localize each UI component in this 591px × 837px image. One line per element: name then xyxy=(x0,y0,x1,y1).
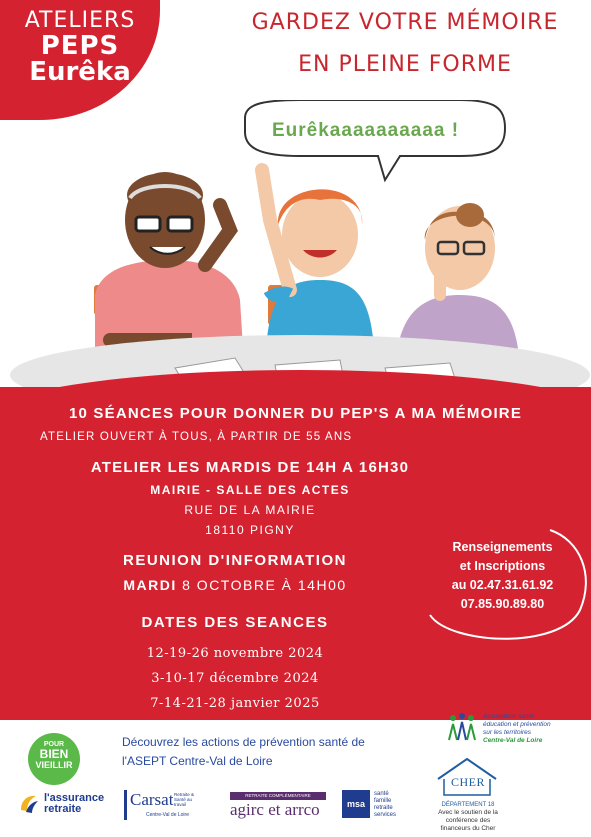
asept-line-4: Centre-Val de Loire xyxy=(483,737,543,744)
msa-l2: famille xyxy=(374,798,392,804)
bien-vieillir-logo xyxy=(28,733,80,785)
brand-line-peps: PEPS xyxy=(40,31,120,61)
prevention-line-2: l'ASEPT Centre-Val de Loire xyxy=(122,754,273,768)
asept-text xyxy=(483,713,589,745)
cher-support-1: Avec le soutien de la xyxy=(438,809,498,816)
contact-line-2: et Inscriptions xyxy=(459,559,546,573)
prevention-line-1: Découvrez les actions de prévention santé de xyxy=(122,735,365,749)
brand-title xyxy=(0,8,160,87)
brand-line-eureka: Eurêka xyxy=(29,57,131,87)
meeting-date xyxy=(35,577,435,593)
bien-vieillir-l2: BIEN xyxy=(39,747,69,761)
illustration xyxy=(0,100,591,400)
bien-vieillir-l1: POUR xyxy=(43,741,65,748)
city: 18110 PIGNY xyxy=(205,523,295,537)
cher-department: DÉPARTEMENT 18 xyxy=(441,802,495,808)
assurance-retraite-icon xyxy=(18,792,40,814)
asept-line-1: Association santé xyxy=(483,713,534,720)
msa-l3: retraite xyxy=(374,805,393,811)
speech-bubble-text: Eurêkaaaaaaaaaa ! xyxy=(272,120,460,141)
session-date-2: 3-10-17 décembre 2024 xyxy=(151,671,319,686)
asept-line-2: éducation et prévention xyxy=(483,721,551,728)
msa-l4: services xyxy=(374,812,397,818)
prevention-text xyxy=(122,733,452,771)
cher-support xyxy=(426,809,510,833)
msa-l1: santé xyxy=(374,791,389,797)
session-dates xyxy=(35,641,435,716)
brand-line-ateliers: ATELIERS xyxy=(24,8,136,33)
headline-line-1: GARDEZ VOTRE MÉMOIRE xyxy=(251,10,559,35)
carsat-bar xyxy=(124,790,127,820)
carsat-region: Centre-Val de Loire xyxy=(146,812,189,818)
asept-people-icon xyxy=(447,712,477,742)
session-date-1: 12-19-26 novembre 2024 xyxy=(146,646,324,661)
contact-phone-1: au 02.47.31.61.92 xyxy=(451,578,554,592)
main-subtitle: ATELIER OUVERT À TOUS, À PARTIR DE 55 ANS xyxy=(40,431,353,443)
agirc-name: agirc et arrco xyxy=(230,800,320,819)
assurance-retraite-text xyxy=(44,793,104,815)
carsat-sub: Retraite & Santé au travail xyxy=(174,792,195,807)
contact-phone-2: 07.85.90.89.80 xyxy=(460,597,545,611)
meeting-day: MARDI xyxy=(123,577,177,593)
msa-box: msa xyxy=(342,790,370,818)
schedule: ATELIER LES MARDIS DE 14H A 16H30 xyxy=(90,459,410,476)
asept-line-3: sur les territoires xyxy=(483,729,532,736)
contact-info xyxy=(420,538,585,614)
main-title: 10 SÉANCES POUR DONNER DU PEP'S A MA MÉMOIRE xyxy=(68,405,523,422)
cher-name: CHER xyxy=(450,775,485,789)
contact-line-1: Renseignements xyxy=(452,540,553,554)
dates-title: DATES DES SEANCES xyxy=(141,614,329,631)
msa-text xyxy=(374,791,396,819)
meeting-time: 8 OCTOBRE À 14H00 xyxy=(182,577,347,593)
headline xyxy=(240,2,570,86)
cher-support-2: conférence des xyxy=(445,817,491,824)
session-date-3: 7-14-21-28 janvier 2025 xyxy=(150,696,320,711)
meeting-title: REUNION D'INFORMATION xyxy=(123,552,347,569)
speech-bubble xyxy=(245,100,505,180)
carsat-name: Carsat xyxy=(130,790,174,809)
venue: MAIRIE - SALLE DES ACTES xyxy=(150,483,350,497)
agirc-top: RETRAITE COMPLÉMENTAIRE xyxy=(230,792,326,800)
cher-support-3: financeurs du Cher xyxy=(440,825,496,832)
headline-line-2: EN PLEINE FORME xyxy=(298,52,512,77)
bien-vieillir-l3: VIEILLIR xyxy=(35,760,73,770)
street: RUE DE LA MAIRIE xyxy=(184,503,316,517)
assurance-retraite-l1: l'assurance xyxy=(44,792,105,804)
assurance-retraite-l2: retraite xyxy=(44,803,82,815)
